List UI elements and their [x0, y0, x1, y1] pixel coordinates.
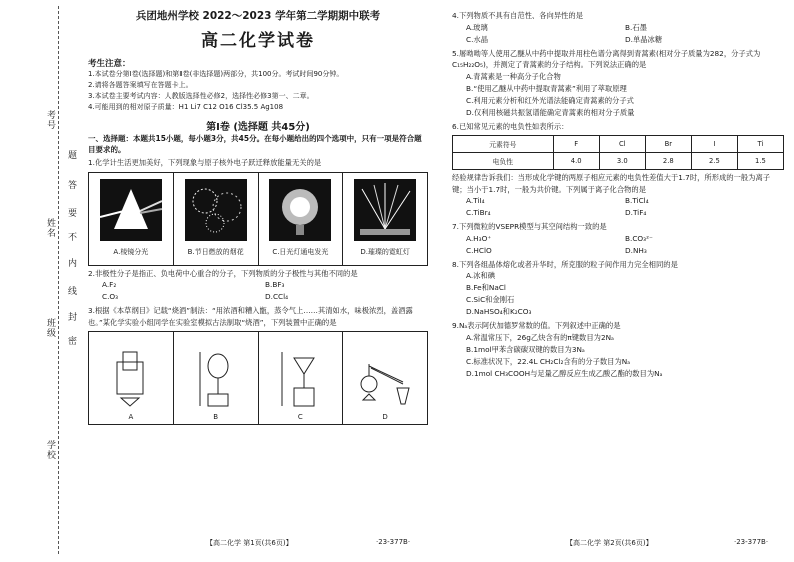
apparatus-label: D: [382, 413, 388, 421]
school-label: 学校: [45, 440, 55, 460]
apparatus-c: [259, 332, 344, 424]
option: D.仅利用核磁共振氢谱能确定青蒿素的相对分子质量: [466, 107, 635, 117]
table-cell: Ti: [737, 136, 783, 153]
section-title: 第Ⅰ卷 (选择题 共45分): [206, 122, 310, 133]
option: B.TiCl₄: [625, 196, 649, 205]
question-8-stem: 8.下列各组晶体熔化或者升华时，所克服的粒子间作用力完全相同的是: [452, 259, 678, 269]
option: A.冰和碘: [466, 271, 496, 280]
fireworks-image: [185, 179, 247, 241]
table-cell: 4.0: [553, 153, 599, 170]
picture-fireworks: [174, 173, 259, 265]
beaker-apparatus-icon: [103, 348, 159, 410]
neon-image: [354, 179, 416, 241]
option: B.1mol甲苯含碳碳双键的数目为3Nₐ: [466, 344, 585, 354]
option: D.NaHSO₄和K₂CO₃: [466, 307, 532, 316]
seal-char: 要: [66, 208, 76, 218]
option: D.CCl₄: [265, 292, 289, 301]
table-cell: 电负性: [453, 153, 554, 170]
option: A.F₂: [102, 280, 117, 289]
exam-title: 兵团地州学校 2022～2023 学年第二学期期中联考: [135, 10, 381, 22]
note-item: 2.请将各题答案填写在答题卡上。: [88, 81, 193, 89]
seal-char: 密: [66, 336, 76, 346]
exam-subject: 高二化学试卷: [201, 31, 315, 51]
table-cell: 元素符号: [453, 136, 554, 153]
note-item: 3.本试卷主要考试内容：人教版选择性必修2，选择性必修3第一、二章。: [88, 92, 314, 100]
notes-heading: 考生注意：: [88, 59, 131, 69]
option: B.CO₃²⁻: [625, 233, 653, 243]
electronegativity-table: [452, 135, 784, 170]
option-label: D.璀璨的霓虹灯: [360, 247, 410, 256]
question-9-stem: 9.Nₐ表示阿伏加德罗常数的值。下列叙述中正确的是: [452, 321, 621, 330]
class-label: 班级: [45, 318, 55, 338]
apparatus-a: [89, 332, 174, 424]
seal-char: 不: [66, 232, 76, 242]
lamp-image: [269, 179, 331, 241]
exam-number-label: 考号: [45, 110, 55, 130]
option: D.NH₃: [625, 245, 647, 255]
option: A.青蒿素是一种高分子化合物: [466, 71, 561, 81]
table-cell: 3.0: [599, 153, 645, 170]
section-instruction: 一、选择题：本题共15小题，每小题3分，共45分。在每小题给出的四个选项中，只有一项是符合题目要求的。: [88, 134, 422, 154]
question-7-stem: 7.下列微粒的VSEPR模型与其空间结构一致的是: [452, 222, 607, 231]
table-cell: 2.8: [645, 153, 691, 170]
question-3-apparatus: [88, 331, 428, 425]
option-label: C.日光灯通电发光: [272, 247, 329, 256]
apparatus-b: [174, 332, 259, 424]
apparatus-label: A: [128, 413, 134, 421]
filter-apparatus-icon: [272, 348, 328, 410]
seal-char: 封: [66, 312, 76, 322]
page-footer-right: 【高二化学 第2页(共6页)】: [566, 539, 653, 547]
option: A.H₃O⁺: [466, 233, 492, 243]
option: B.石墨: [625, 22, 647, 32]
option-label: A.棱镜分光: [113, 247, 149, 256]
picture-neon: [343, 173, 427, 265]
question-4-stem: 4.下列物质不具有自范性、各向异性的是: [452, 11, 584, 20]
question-6-options: [452, 195, 784, 219]
picture-lamp: [259, 173, 344, 265]
apparatus-label: B: [213, 413, 219, 421]
table-cell: I: [691, 136, 737, 153]
question-2-stem: 2.非极性分子是指正、负电荷中心重合的分子，下列物质的分子极性与其他不同的是: [88, 268, 358, 278]
picture-prism: [89, 173, 174, 265]
option: C.标准状况下，22.4L CH₂Cl₂含有的分子数目为Nₐ: [466, 356, 631, 366]
option: C.O₃: [102, 292, 119, 301]
page-code-left: ·23-377B·: [376, 538, 411, 546]
binding-dashed-line: [58, 6, 59, 554]
option: C.利用元素分析和红外光谱法能确定青蒿素的分子式: [466, 95, 634, 105]
question-1-pictures: [88, 172, 428, 266]
question-3-stem: 3.根据《本草纲目》记载“烧酒”制法：“用浓酒和糟入甑，蒸令气上……其清如水，味极浓烈，盖酒露也。”某化学实验小组同学在实验室模拟古法制取“烧酒”，下列装置中正确的是: [88, 306, 413, 327]
apparatus-d: [343, 332, 427, 424]
question-2-options: [88, 279, 428, 303]
left-page: [88, 8, 428, 425]
seal-char: 线: [66, 286, 76, 296]
option: C.HClO: [466, 245, 492, 255]
seal-char: 答: [66, 180, 76, 190]
option: B.BF₃: [265, 280, 285, 289]
question-1-stem: 1.化学计生活更加美好，下列现象与原子核外电子跃迁释放能量无关的是: [88, 158, 322, 167]
option: C.水晶: [466, 34, 489, 44]
page-code-right: ·23-377B·: [734, 538, 769, 546]
option: D.单晶冰糖: [625, 34, 663, 44]
prism-image: [100, 179, 162, 241]
option: A.玻璃: [466, 22, 488, 32]
table-cell: F: [553, 136, 599, 153]
seal-char: 题: [66, 150, 76, 160]
option: C.SiC和金刚石: [466, 295, 515, 304]
option: D.TiF₄: [625, 208, 647, 217]
apparatus-label: C: [297, 413, 303, 421]
table-row: [453, 153, 784, 170]
question-7-options: [452, 233, 784, 257]
option: D.1mol CH₃COOH与足量乙醇反应生成乙酸乙酯的数目为Nₐ: [466, 368, 663, 378]
seal-char: 内: [66, 258, 76, 268]
option-label: B.节日燃放的烟花: [187, 247, 244, 256]
table-header-row: [453, 136, 784, 153]
question-5-stem: 5.屠呦呦等人使用乙醚从中药中提取并用柱色谱分离得到青蒿素(相对分子质量为282，分子式为C₁₅H₂₂O₅)，并测定了青蒿素的分子结构。下列说法正确的是: [452, 48, 761, 69]
note-item: 1.本试卷分第Ⅰ卷(选择题)和第Ⅱ卷(非选择题)两部分，共100分。考试时间90分钟。: [88, 70, 344, 78]
distillation-apparatus-icon: [357, 348, 413, 410]
option: B.“使用乙醚从中药中提取青蒿素”利用了萃取原理: [466, 83, 627, 93]
note-item: 4.可能用到的相对原子质量：H1 Li7 C12 O16 Cl35.5 Ag108: [88, 103, 284, 111]
table-cell: 1.5: [737, 153, 783, 170]
option: B.Fe和NaCl: [466, 283, 506, 292]
option: A.常温常压下，26g乙炔含有的π键数目为2Nₐ: [466, 332, 614, 342]
table-cell: Cl: [599, 136, 645, 153]
question-4-options: [452, 22, 784, 46]
table-cell: Br: [645, 136, 691, 153]
right-page: [452, 8, 784, 380]
option: C.TiBr₄: [466, 208, 491, 217]
question-6-stem: 6.已知常见元素的电负性如表所示：: [452, 121, 569, 131]
page-footer-left: 【高二化学 第1页(共6页)】: [206, 539, 293, 547]
name-label: 姓名: [45, 218, 55, 238]
option: A.TiI₄: [466, 196, 485, 205]
question-6-text: 经验规律告诉我们：当形成化学键的两原子相应元素的电负性差值大于1.7时，所形成的一般为离子键；当小于1.7时，一般为共价键。下列属于离子化合物的是: [452, 173, 771, 194]
table-cell: 2.5: [691, 153, 737, 170]
funnel-apparatus-icon: [188, 348, 244, 410]
